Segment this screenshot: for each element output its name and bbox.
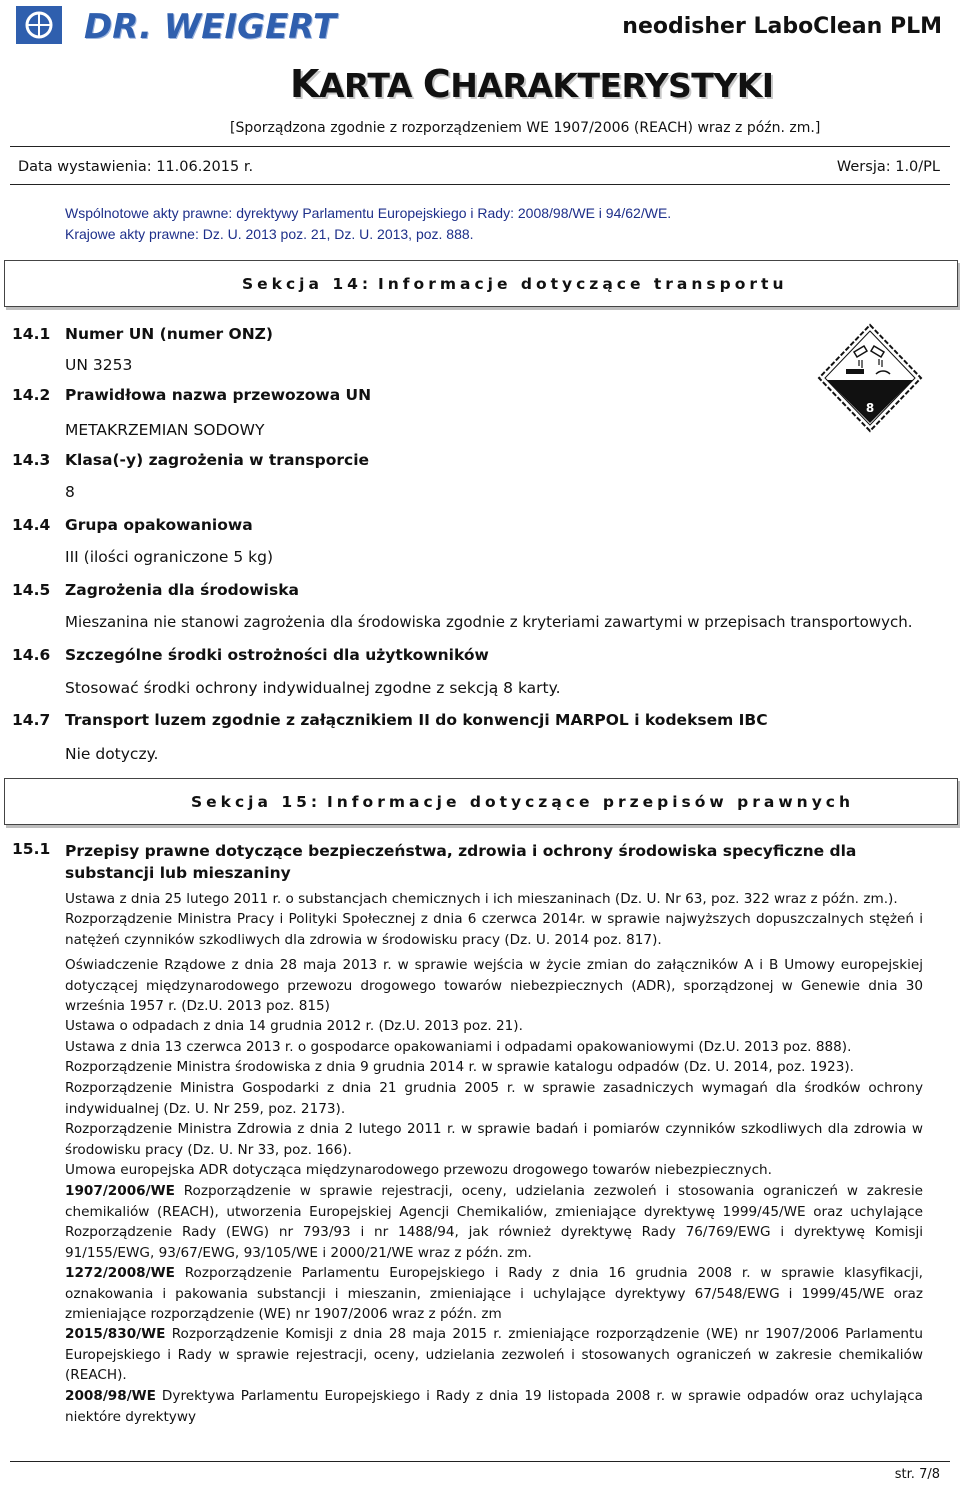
dr-weigert-logo-icon — [14, 4, 66, 46]
title-part-1: ARTA — [318, 66, 423, 105]
brand-name: DR. WEIGERT — [84, 7, 337, 47]
regulation-code: 2008/98/WE — [65, 1388, 156, 1404]
item-value: Nie dotyczy. — [65, 745, 159, 763]
regulation-text: Rozporządzenie w sprawie rejestracji, oceny, udzielania zezwoleń i stosowania ograniczeń w zakresie chemikaliów (REACH), utworzenia Europejskiej Agencji Chemikaliów, zmieniające dyrektywę 1999/45/WE oraz uchylające Rozporządzenie Rady (EWG) nr 793/93 i nr 1488/94, jak również dyrektywę Rady 76/769/EWG i dyrektywę Komisji 91/155/EWG, 93/67/EWG, 93/105/WE i 2000/21/WE wraz z późn. zm. — [65, 1183, 923, 1261]
regulation-text: Ustawa o odpadach z dnia 14 grudnia 2012 r. (Dz.U. 2013 poz. 21). — [65, 1018, 523, 1034]
title-part-2: HARAKTERYSTYKI — [450, 66, 774, 105]
regulation-paragraph — [65, 1057, 923, 1078]
corrosive-ghs-diamond-icon — [816, 322, 924, 434]
section-15-label: Sekcja 15: — [191, 793, 322, 811]
item-number: 14.2 — [12, 386, 51, 404]
item-value: Stosować środki ochrony indywidualnej zgodne z sekcją 8 karty. — [65, 679, 561, 697]
title-cap-2: C — [422, 62, 451, 106]
document-subtitle: [Sporządzona zgodnie z rozporządzeniem WE 1907/2006 (REACH) wraz z późn. zm.] — [230, 120, 821, 136]
item-number: 14.4 — [12, 516, 51, 534]
item-number: 14.3 — [12, 451, 51, 469]
regulation-paragraph — [65, 889, 923, 910]
product-name: neodisher LaboClean PLM — [622, 14, 942, 39]
section-14-title: Informacje dotyczące transportu — [378, 275, 788, 293]
item-value: METAKRZEMIAN SODOWY — [65, 421, 265, 439]
regulation-paragraph — [65, 1016, 923, 1037]
item-heading: Klasa(-y) zagrożenia w transporcie — [65, 451, 370, 469]
item-number: 14.7 — [12, 711, 51, 729]
regulation-code: 1272/2008/WE — [65, 1265, 175, 1281]
regulation-paragraph — [65, 1263, 923, 1325]
regulation-code: 1907/2006/WE — [65, 1183, 175, 1199]
item-value: III (ilości ograniczone 5 kg) — [65, 548, 274, 566]
regulation-text: Rozporządzenie Parlamentu Europejskiego i Rady z dnia 16 grudnia 2008 r. w sprawie klasyfikacji, oznakowania i pakowania substancji i mieszanin, zmieniające i uchylające dyrektywy 67/548/EWG i 1999/45/WE oraz zmieniające rozporządzenie (WE) nr 1907/2006 wraz z późn. zm — [65, 1265, 923, 1322]
legal-line-eu: Wspólnotowe akty prawne: dyrektywy Parlamentu Europejskiego i Rady: 2008/98/WE i 94/62/WE. — [65, 205, 672, 221]
item-heading: Transport luzem zgodnie z załącznikiem II do konwencji MARPOL i kodeksem IBC — [65, 711, 768, 729]
item-number: 14.5 — [12, 581, 51, 599]
title-cap-1: K — [290, 62, 319, 106]
regulation-text: Ustawa z dnia 13 czerwca 2013 r. o gospodarce opakowaniami i odpadami opakowaniowymi (Dz.U. 2013 poz. 888). — [65, 1039, 852, 1055]
regulation-paragraph — [65, 1181, 923, 1263]
regulation-paragraph — [65, 1324, 923, 1386]
item-heading: Grupa opakowaniowa — [65, 516, 253, 534]
regulation-paragraph — [65, 1386, 923, 1427]
regulation-code: 2015/830/WE — [65, 1326, 166, 1342]
item-value: 8 — [65, 483, 75, 501]
regulation-paragraph — [65, 909, 923, 950]
regulation-text: Rozporządzenie Ministra środowiska z dnia 9 grudnia 2014 r. w sprawie katalogu odpadów (Dz. U. 2014, poz. 1923). — [65, 1059, 854, 1075]
version-label: Wersja: 1.0/PL — [836, 159, 940, 175]
header-rule-2 — [10, 184, 950, 185]
regulation-paragraph — [65, 1119, 923, 1160]
regulation-text: Rozporządzenie Ministra Zdrowia z dnia 2 lutego 2011 r. w sprawie badań i pomiarów czynników szkodliwych dla zdrowia w środowisku pracy (Dz. U. Nr 33, poz. 166). — [65, 1121, 923, 1158]
item-heading: Numer UN (numer ONZ) — [65, 325, 273, 343]
section-15-title: Informacje dotyczące przepisów prawnych — [327, 793, 855, 811]
footer-rule — [10, 1461, 950, 1462]
regulation-text: Rozporządzenie Ministra Gospodarki z dnia 21 grudnia 2005 r. w sprawie zasadniczych wymagań dla środków ochrony indywidualnej (Dz. U. Nr 259, poz. 2173). — [65, 1080, 923, 1117]
section-14-label: Sekcja 14: — [242, 275, 373, 293]
regulation-paragraph — [65, 1160, 923, 1181]
regulation-text: Oświadczenie Rządowe z dnia 28 maja 2013 r. w sprawie wejścia w życie zmian do załączników A i B Umowy europejskiej dotyczącej międzynarodowego przewozu drogowego towarów niebezpiecznych (ADR), sporządzonej w Genewie dnia 30 września 1957 r. (Dz.U. 2013 poz. 815) — [65, 957, 923, 1014]
header-rule — [10, 146, 950, 147]
regulation-text: Rozporządzenie Komisji z dnia 28 maja 2015 r. zmieniające rozporządzenie (WE) nr 1907/2006 Parlamentu Europejskiego i Rady w sprawie rejestracji, oceny, udzielania zezwoleń i stosowanych ograniczeń w zakresie chemikaliów (REACH). — [65, 1326, 923, 1383]
item-heading: Zagrożenia dla środowiska — [65, 581, 299, 599]
regulation-paragraph — [65, 955, 923, 1017]
section-15-header — [4, 778, 958, 825]
item-heading: Szczególne środki ostrożności dla użytkowników — [65, 646, 489, 664]
regulation-text: Dyrektywa Parlamentu Europejskiego i Rady z dnia 19 listopada 2008 r. w sprawie odpadów oraz uchylająca niektóre dyrektywy — [65, 1388, 923, 1425]
regulation-paragraph — [65, 1078, 923, 1119]
legal-line-pl: Krajowe akty prawne: Dz. U. 2013 poz. 21, Dz. U. 2013, poz. 888. — [65, 226, 474, 242]
document-title — [290, 62, 774, 106]
item-number: 14.6 — [12, 646, 51, 664]
regulation-text: Umowa europejska ADR dotycząca międzynarodowego przewozu drogowego towarów niebezpiecznych. — [65, 1162, 772, 1178]
regulation-text: Rozporządzenie Ministra Pracy i Polityki Społecznej z dnia 6 czerwca 2014r. w sprawie najwyższych dopuszczalnych stężeń i natężeń czynników szkodliwych dla zdrowia w środowisku pracy (Dz. U. 2014 poz. 817). — [65, 911, 923, 948]
item-value: Mieszanina nie stanowi zagrożenia dla środowiska zgodnie z kryteriami zawartymi w przepisach transportowych. — [65, 613, 913, 631]
item-value: UN 3253 — [65, 356, 133, 374]
item-heading: Prawidłowa nazwa przewozowa UN — [65, 386, 372, 404]
section-14-header — [4, 260, 958, 307]
brand-logo — [14, 4, 359, 46]
regulation-text: Ustawa z dnia 25 lutego 2011 r. o substancjach chemicznych i ich mieszaninach (Dz. U. Nr 63, poz. 322 wraz z późn. zm.). — [65, 891, 898, 907]
pictogram-class-number: 8 — [865, 401, 875, 415]
item-number: 14.1 — [12, 325, 51, 343]
issue-date: Data wystawienia: 11.06.2015 r. — [18, 159, 254, 175]
regulation-paragraph — [65, 1037, 923, 1058]
item-number: 15.1 — [12, 840, 51, 858]
page-number: str. 7/8 — [894, 1467, 940, 1482]
item-heading: Przepisy prawne dotyczące bezpieczeństwa, zdrowia i ochrony środowiska specyficzne dla substancji lub mieszaniny — [65, 842, 857, 882]
